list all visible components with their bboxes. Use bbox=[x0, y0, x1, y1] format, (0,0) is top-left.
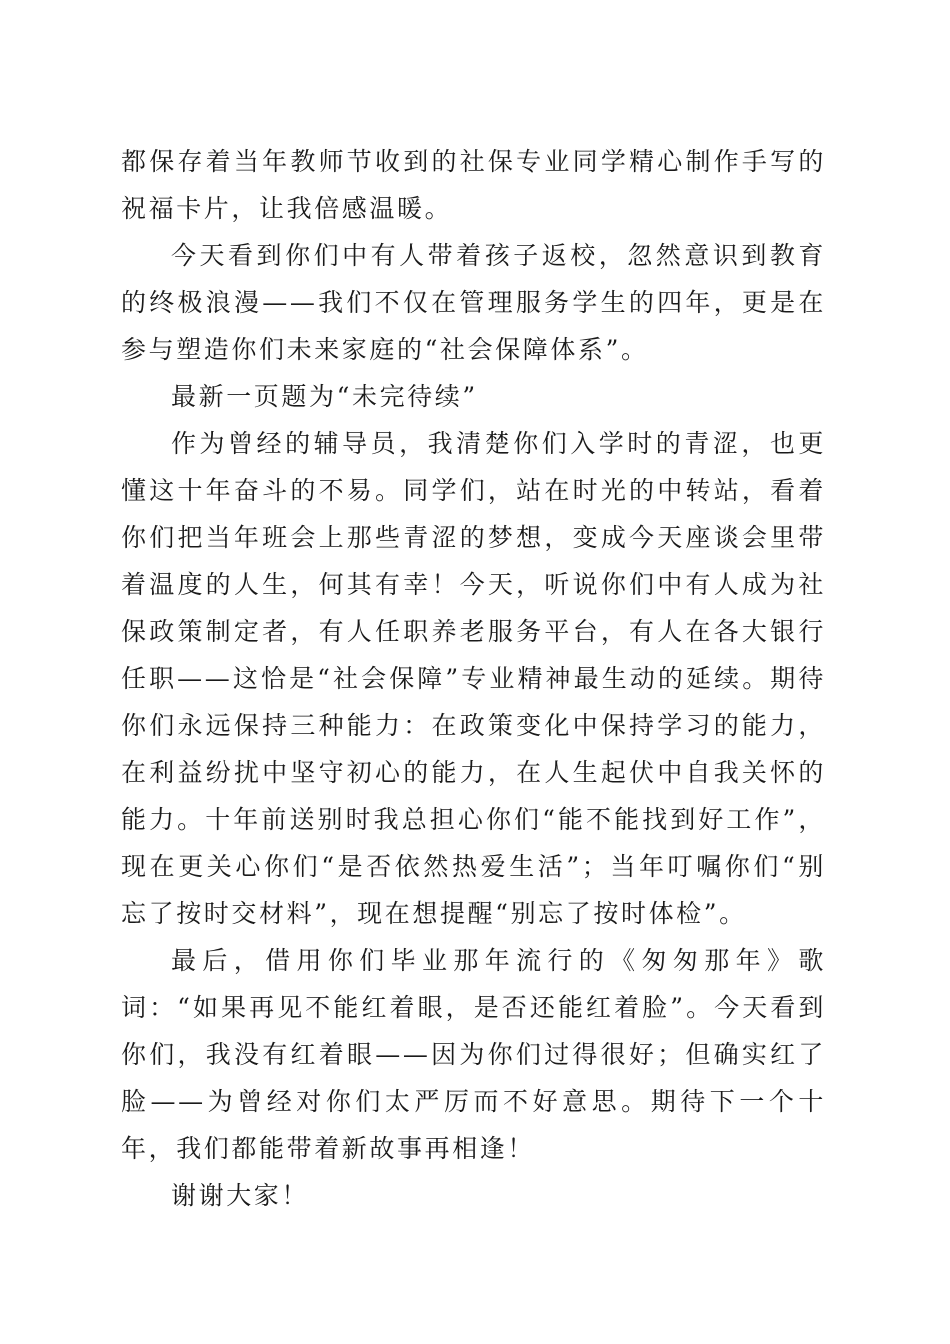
paragraph-returning-with-children: 今天看到你们中有人带着孩子返校，忽然意识到教育的终极浪漫——我们不仅在管理服务学生的四年，更是在参与塑造你们未来家庭的“社会保障体系”。 bbox=[121, 241, 826, 364]
paragraph-continued: 都保存着当年教师节收到的社保专业同学精心制作手写的祝福卡片，让我倍感温暖。 bbox=[121, 147, 826, 223]
paragraph-closing-lyrics: 最后，借用你们毕业那年流行的《匆匆那年》歌词：“如果再见不能红着眼，是否还能红着脸”。今天看到你们，我没有红着眼——因为你们过得很好；但确实红了脸——为曾经对你们太严厉而不好意思。期待下一个十年，我们都能带着新故事再相逢！ bbox=[121, 946, 826, 1163]
paragraph-thanks: 谢谢大家！ bbox=[171, 1181, 310, 1210]
paragraph-counselor-reflection: 作为曾经的辅导员，我清楚你们入学时的青涩，也更懂这十年奋斗的不易。同学们，站在时光的中转站，看着你们把当年班会上那些青涩的梦想，变成今天座谈会里带着温度的人生，何其有幸！今天，听说你们中有人成为社保政策制定者，有人任职养老服务平台，有人在各大银行任职——这恰是“社会保障”专业精神最生动的延续。期待你们永远保持三种能力：在政策变化中保持学习的能力，在利益纷扰中坚守初心的能力，在人生起伏中自我关怀的能力。十年前送别时我总担心你们“能不能找到好工作”，现在更关心你们“是否依然热爱生活”；当年叮嘱你们“别忘了按时交材料”，现在想提醒“别忘了按时体检”。 bbox=[121, 429, 826, 928]
document-body bbox=[121, 138, 826, 1219]
paragraph-section-heading: 最新一页题为“未完待续” bbox=[171, 382, 478, 411]
